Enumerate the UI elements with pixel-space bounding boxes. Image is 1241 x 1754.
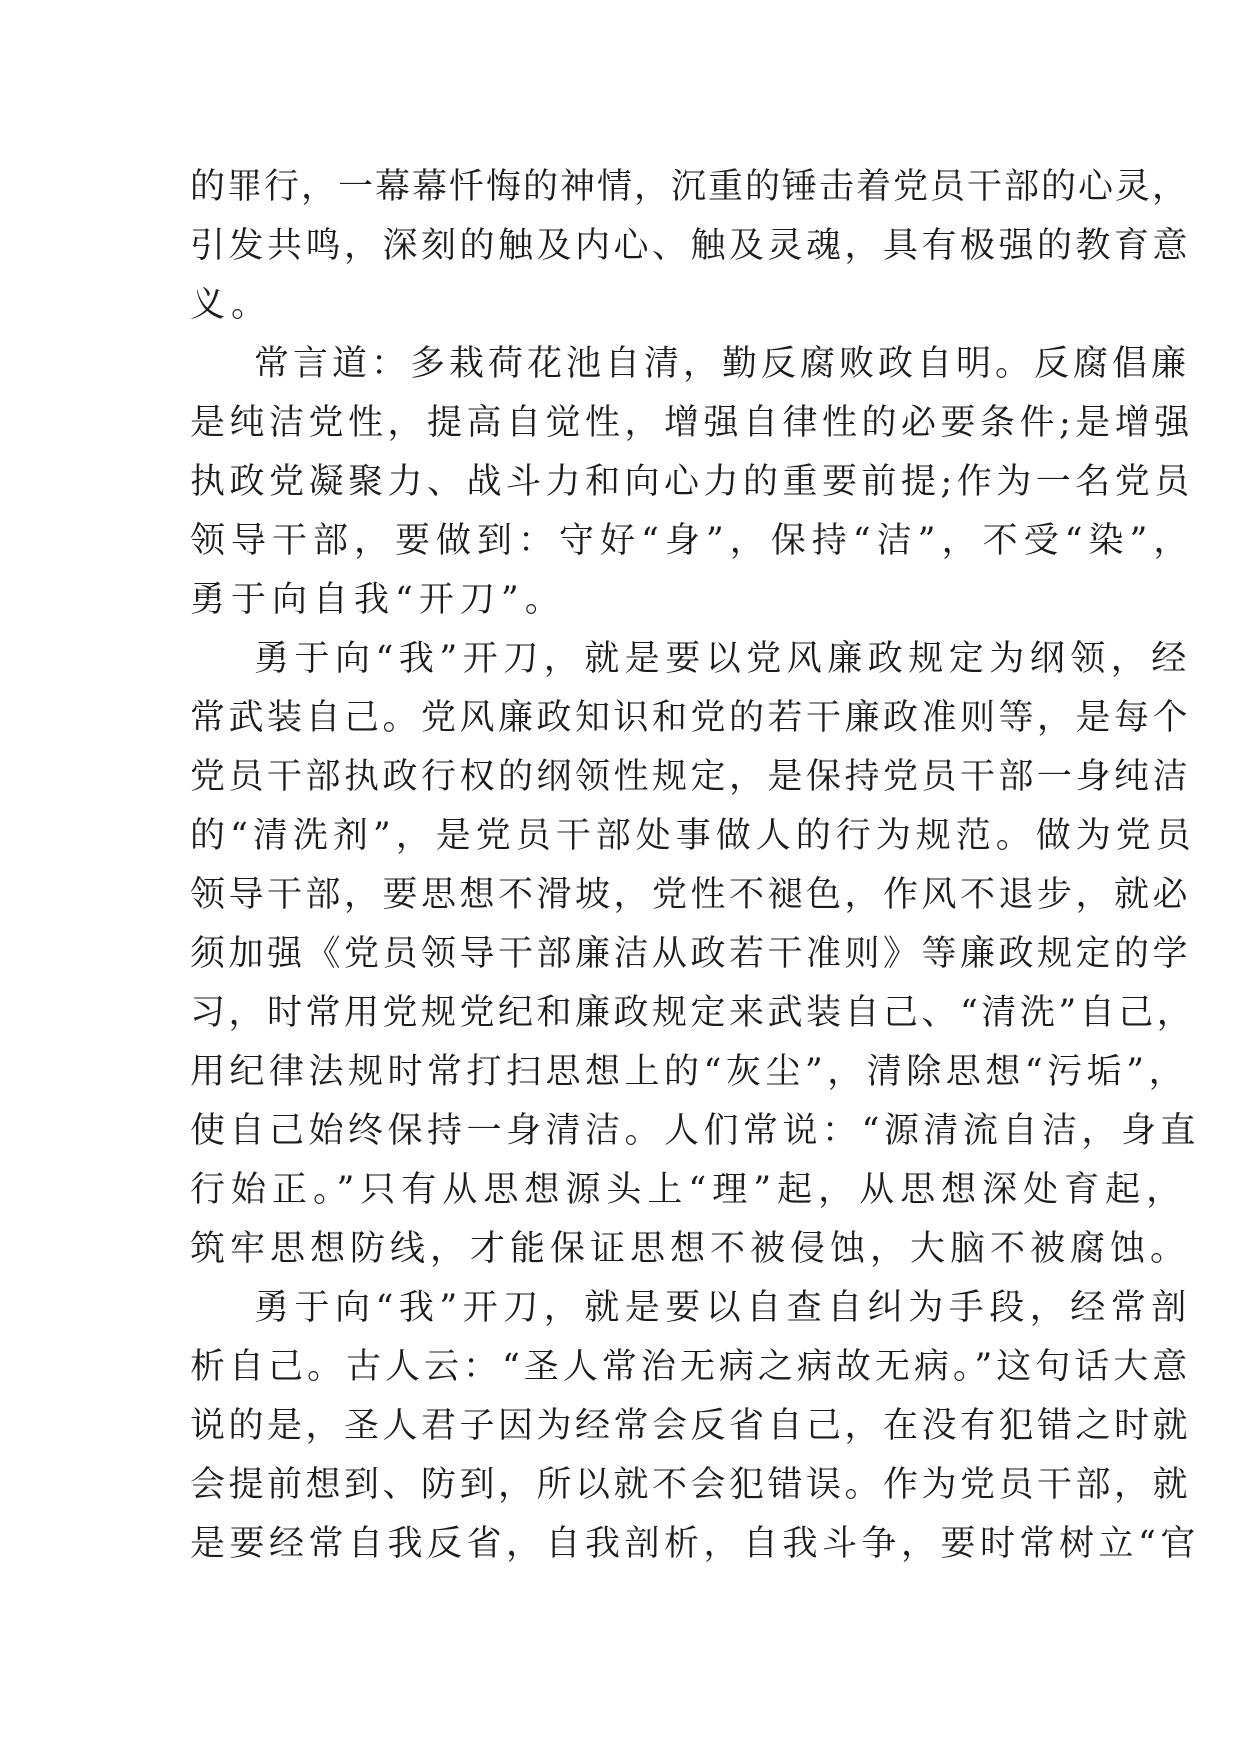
text-line: 常武装自己。党风廉政知识和党的若干廉政准则等，是每个 [190, 698, 1192, 738]
text-line: 领导干部，要思想不滑坡，党性不褪色，作风不退步，就必 [190, 875, 1192, 915]
text-line: 勇于向自我“开刀”。 [190, 580, 566, 620]
text-line: 习，时常用党规党纪和廉政规定来武装自己、“清洗”自己， [190, 993, 1196, 1033]
paragraph-start-line: 常言道：多栽荷花池自清，勤反腐败政自明。反腐倡廉 [254, 344, 1191, 384]
text-line: 须加强《党员领导干部廉洁从政若干准则》等廉政规定的学 [190, 934, 1192, 974]
text-line: 领导干部，要做到：守好“身”，保持“洁”，不受“染”， [190, 521, 1195, 561]
text-line: 是纯洁党性，提高自觉性，增强自律性的必要条件;是增强 [190, 403, 1194, 443]
text-line: 党员干部执政行权的纲领性规定，是保持党员干部一身纯洁 [190, 757, 1192, 797]
paragraph-start-line: 勇于向“我”开刀，就是要以自查自纠为手段，经常剖 [254, 1288, 1192, 1328]
body-text [190, 158, 1200, 1574]
paragraph-start-line: 勇于向“我”开刀，就是要以党风廉政规定为纲领，经 [254, 639, 1192, 679]
text-line: 筑牢思想防线，才能保证思想不被侵蚀，大脑不被腐蚀。 [190, 1229, 1191, 1269]
text-line: 是要经常自我反省，自我剖析，自我斗争，要时常树立“官 [190, 1524, 1200, 1564]
text-line: 的罪行，一幕幕忏悔的神情，沉重的锤击着党员干部的心灵， [190, 167, 1190, 207]
text-line: 执政党凝聚力、战斗力和向心力的重要前提;作为一名党员 [190, 462, 1194, 502]
text-line: 义。 [190, 285, 273, 325]
text-line: 行始正。”只有从思想源头上“理”起，从思想深处育起， [190, 1170, 1188, 1210]
text-line: 析自己。古人云：“圣人常治无病之病故无病。”这句话大意 [190, 1347, 1192, 1387]
text-line: 引发共鸣，深刻的触及内心、触及灵魂，具有极强的教育意 [190, 226, 1192, 266]
text-line: 使自己始终保持一身清洁。人们常说：“源清流自洁，身直 [190, 1111, 1200, 1151]
text-line: 说的是，圣人君子因为经常会反省自己，在没有犯错之时就 [190, 1406, 1192, 1446]
text-line: 的“清洗剂”，是党员干部处事做人的行为规范。做为党员 [190, 816, 1196, 856]
text-line: 会提前想到、防到，所以就不会犯错误。作为党员干部，就 [190, 1465, 1192, 1505]
text-line: 用纪律法规时常打扫思想上的“灰尘”，清除思想“污垢”， [190, 1052, 1189, 1092]
